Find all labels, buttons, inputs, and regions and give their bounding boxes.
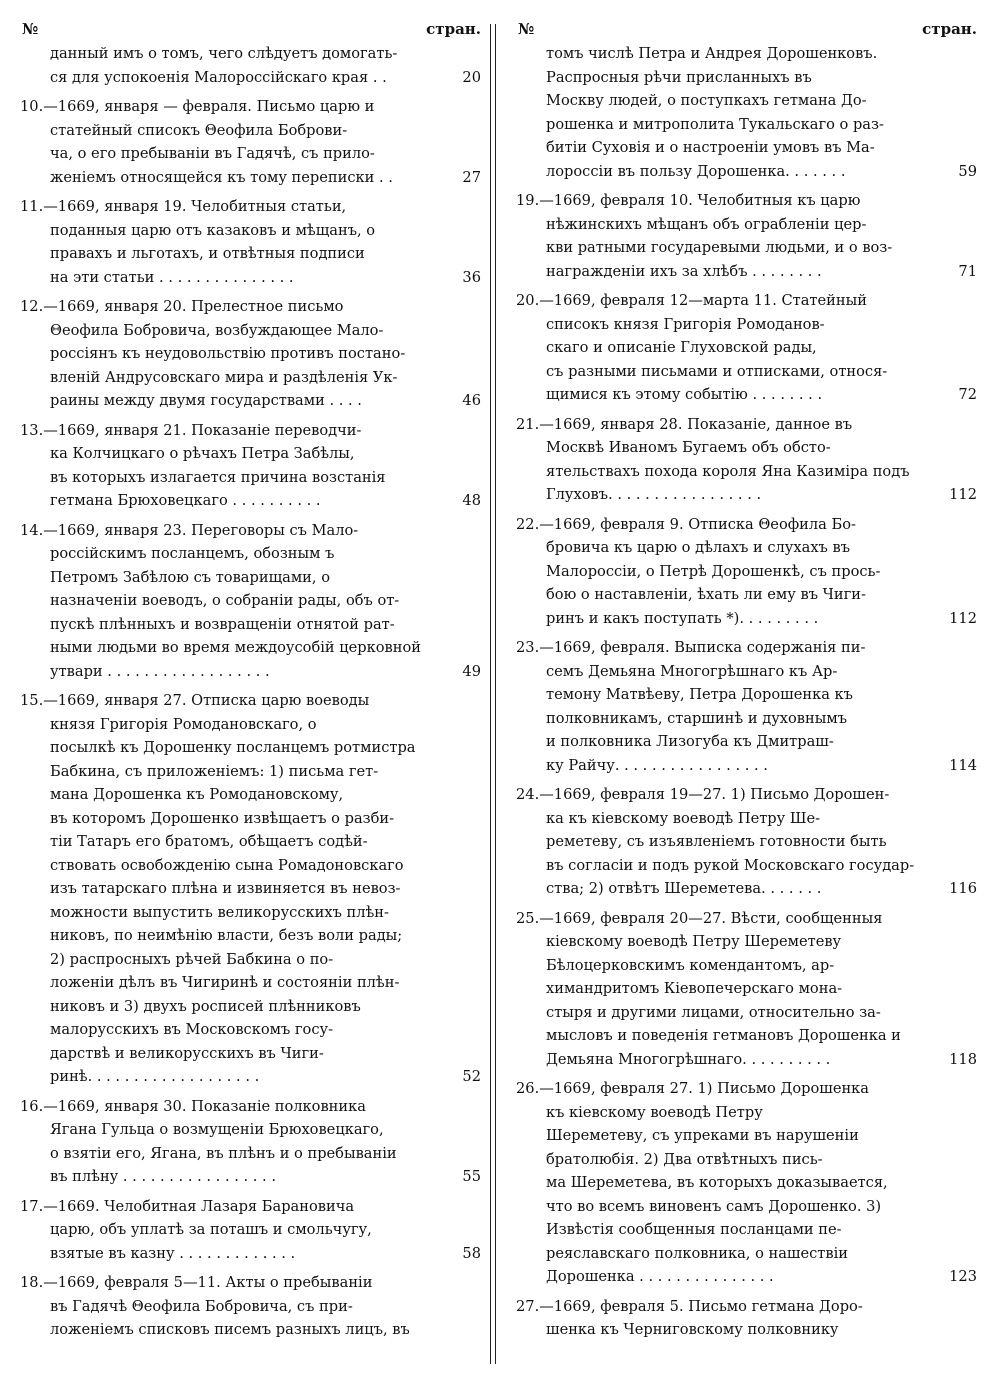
entry-line (516, 136, 971, 160)
entry-line (20, 1095, 475, 1119)
toc-entry (516, 413, 977, 507)
entry-text: Демьяна Многогрѣшнаго. . . . . . . . . . (546, 1050, 831, 1068)
entry-text: реметеву, съ изъявленіемъ готовности быть (546, 833, 887, 850)
entry-line (516, 313, 971, 337)
column-header (516, 20, 977, 42)
entry-line (20, 1142, 475, 1166)
entry-text: князя Григорія Ромодановскаго, о (50, 715, 317, 733)
entry-line (20, 42, 475, 66)
entry-text: данный имъ о томъ, чего слѣдуетъ домогать- (50, 45, 398, 62)
entry-line (516, 89, 971, 113)
entry-text: гетмана Брюховецкаго . . . . . . . . . . (50, 492, 321, 509)
entry-line (516, 754, 971, 778)
toc-entry (516, 636, 977, 777)
page-number: 27 (462, 168, 481, 186)
entry-line (516, 730, 971, 754)
toc-entry (20, 95, 481, 189)
column-header (20, 20, 481, 42)
entry-line (516, 383, 971, 407)
entry-text: изъ татарскаго плѣна и извиняется въ невоз- (50, 880, 401, 897)
entry-line (20, 713, 475, 737)
page-number: 116 (949, 880, 977, 897)
number-label: № (518, 20, 535, 38)
entry-text: статейный списокъ Θеофила Боброви- (50, 121, 348, 139)
entry-line (20, 1118, 475, 1142)
entry-line (20, 636, 475, 660)
toc-entry (516, 907, 977, 1072)
page-number: 49 (462, 662, 481, 680)
entry-text: раины между двумя государствами . . . . (50, 392, 362, 409)
entry-text: Малороссіи, о Петрѣ Дорошенкѣ, съ прось- (546, 562, 881, 580)
entry-line (516, 560, 971, 584)
entry-line (516, 1024, 971, 1048)
entry-text: Бабкина, съ приложеніемъ: 1) письма гет- (50, 762, 379, 780)
entry-line (516, 683, 971, 707)
entry-text: шенка къ Черниговскому полковнику (546, 1321, 839, 1338)
entry-text: мысловъ и поведенія гетмановъ Дорошенка и (546, 1027, 901, 1044)
entry-line (516, 1101, 971, 1125)
entry-text: бровича къ царю о дѣлахъ и слухахъ въ (546, 539, 850, 556)
entry-line (516, 436, 971, 460)
toc-entry (20, 1195, 481, 1266)
toc-list (516, 42, 977, 1342)
entry-text: Шереметеву, съ упреками въ нарушеніи (546, 1127, 859, 1144)
entry-text: 19.—1669, февраля 10. Челобитныя къ царю (516, 192, 861, 209)
entry-text: стыря и другими лицами, относительно за- (546, 1003, 881, 1021)
entry-text: Дорошенка . . . . . . . . . . . . . . . (546, 1268, 774, 1285)
entry-text: пускѣ плѣнныхъ и возвращеніи отнятой рат- (50, 615, 395, 633)
entry-line (516, 289, 971, 313)
entry-text: ными людьми во время междоусобій церковной (50, 639, 421, 656)
entry-line (20, 566, 475, 590)
page-number: 36 (462, 268, 481, 286)
page-number: 59 (958, 162, 977, 180)
entry-text: ка къ кіевскому воеводѣ Петру Ше- (546, 809, 821, 827)
entry-line (516, 413, 971, 437)
entry-line (20, 1242, 475, 1266)
entry-line (516, 113, 971, 137)
entry-line (516, 877, 971, 901)
entry-text: и полковника Лизогуба къ Дмитраш- (546, 733, 834, 750)
entry-line (20, 1042, 475, 1066)
entry-line (20, 877, 475, 901)
entry-text: 16.—1669, января 30. Показаніе полковника (20, 1097, 366, 1115)
entry-line (516, 189, 971, 213)
entry-line (20, 219, 475, 243)
page-number: 114 (949, 756, 977, 774)
entry-text: ства; 2) отвѣтъ Шереметева. . . . . . . (546, 880, 822, 897)
entry-line (516, 1124, 971, 1148)
toc-entry (516, 189, 977, 283)
entry-text: 21.—1669, января 28. Показаніе, данное въ (516, 415, 853, 433)
page-number: 20 (462, 68, 481, 86)
entry-line (516, 1318, 971, 1342)
entry-line (516, 636, 971, 660)
entry-line (516, 1295, 971, 1319)
entry-line (516, 513, 971, 537)
entry-line (516, 336, 971, 360)
entry-text: вленій Андрусовскаго мира и раздѣленія Ук- (50, 368, 398, 386)
entry-line (516, 460, 971, 484)
toc-entry (20, 519, 481, 684)
entry-text: 2) распросныхъ рѣчей Бабкина о по- (50, 950, 334, 968)
entry-line (20, 660, 475, 684)
entry-line (20, 95, 475, 119)
entry-text: рошенка и митрополита Тукальскаго о раз- (546, 115, 884, 133)
entry-line (516, 707, 971, 731)
entry-line (516, 1242, 971, 1266)
entry-text: на эти статьи . . . . . . . . . . . . . . . (50, 268, 294, 286)
page-number: 72 (958, 386, 977, 403)
entry-line (20, 1065, 475, 1089)
page-number: 58 (462, 1244, 481, 1262)
entry-text: Θеофила Бобровича, возбуждающее Мало- (50, 321, 384, 339)
entry-line (20, 613, 475, 637)
entry-text: о взятіи его, Ягана, въ плѣнъ и о пребываніи (50, 1144, 397, 1162)
entry-text: 25.—1669, февраля 20—27. Вѣсти, сообщенныя (516, 909, 883, 927)
entry-line (516, 807, 971, 831)
number-label: № (22, 20, 39, 38)
entry-text: Глуховъ. . . . . . . . . . . . . . . . . (546, 486, 762, 503)
entry-line (20, 119, 475, 143)
entry-line (20, 948, 475, 972)
entry-text: никовъ, по неимѣнію власти, безъ воли рады; (50, 927, 403, 944)
entry-line (20, 1165, 475, 1189)
entry-text: 15.—1669, января 27. Отписка царю воеводы (20, 692, 370, 709)
entry-text: 17.—1669. Челобитная Лазаря Барановича (20, 1197, 355, 1215)
entry-text: братолюбія. 2) Два отвѣтныхъ пись- (546, 1150, 823, 1168)
entry-text: ся для успокоенія Малороссійскаго края . . (50, 68, 387, 86)
entry-text: малорусскихъ въ Московскомъ госу- (50, 1021, 334, 1038)
entry-line (20, 995, 475, 1019)
entry-text: правахъ и льготахъ, и отвѣтныя подписи (50, 245, 365, 262)
entry-line (516, 260, 971, 284)
page-label: стран. (922, 20, 977, 38)
entry-line (516, 236, 971, 260)
entry-line (20, 519, 475, 543)
entry-line (20, 736, 475, 760)
entry-line (20, 542, 475, 566)
entry-text: Москвѣ Иваномъ Бугаемъ объ обсто- (546, 439, 831, 456)
entry-line (516, 907, 971, 931)
page-number: 112 (949, 609, 977, 627)
entry-text: награжденіи ихъ за хлѣбъ . . . . . . . . (546, 262, 822, 280)
entry-line (516, 213, 971, 237)
entry-text: Петромъ Забѣлою съ товарищами, о (50, 568, 330, 586)
entry-line (20, 295, 475, 319)
entry-line (516, 977, 971, 1001)
entry-line (20, 489, 475, 513)
entry-line (20, 924, 475, 948)
entry-text: ринъ и какъ поступать *). . . . . . . . . (546, 609, 819, 627)
entry-text: реяславскаго полковника, о нашествіи (546, 1244, 848, 1262)
entry-text: взятые въ казну . . . . . . . . . . . . . (50, 1244, 296, 1262)
entry-line (516, 66, 971, 90)
entry-text: 24.—1669, февраля 19—27. 1) Письмо Дорошен- (516, 786, 890, 803)
column-divider (490, 24, 491, 1364)
entry-line (516, 536, 971, 560)
entry-line (516, 783, 971, 807)
entry-text: Ягана Гульца о возмущеніи Брюховецкаго, (50, 1121, 384, 1138)
entry-text: тіи Татаръ его братомъ, обѣщаетъ содѣй- (50, 833, 368, 850)
entry-text: никовъ и 3) двухъ росписей плѣнниковъ (50, 997, 361, 1015)
entry-text: 23.—1669, февраля. Выписка содержанія пи- (516, 639, 866, 656)
entry-line (20, 442, 475, 466)
page-number: 48 (462, 492, 481, 509)
entry-text: въ плѣну . . . . . . . . . . . . . . . . . (50, 1168, 276, 1185)
entry-text: Бѣлоцерковскимъ комендантомъ, ар- (546, 956, 835, 974)
entry-text: можности выпустить великорусскихъ плѣн- (50, 903, 389, 921)
entry-line (20, 66, 475, 90)
toc-entry (20, 295, 481, 413)
entry-text: ствовать освобожденію сына Ромадоновскаго (50, 856, 404, 874)
toc-list (20, 42, 481, 1342)
entry-text: женіемъ относящейся къ тому переписки . . (50, 168, 393, 186)
entry-text: царю, объ уплатѣ за поташъ и смольчугу, (50, 1221, 372, 1238)
entry-text: кіевскому воеводѣ Петру Шереметеву (546, 933, 842, 950)
entry-text: 18.—1669, февраля 5—11. Акты о пребываніи (20, 1274, 373, 1291)
entry-line (516, 360, 971, 384)
entry-line (516, 1265, 971, 1289)
entry-line (20, 366, 475, 390)
entry-line (20, 1295, 475, 1319)
page-number: 46 (462, 392, 481, 409)
entry-line (516, 660, 971, 684)
entry-text: 27.—1669, февраля 5. Письмо гетмана Доро- (516, 1297, 863, 1315)
entry-text: въ согласіи и подъ рукой Московскаго государ- (546, 856, 915, 874)
entry-line (20, 760, 475, 784)
entry-text: въ которыхъ излагается причина возстанія (50, 468, 386, 486)
entry-text: полковникамъ, старшинѣ и духовнымъ (546, 709, 847, 727)
entry-line (516, 607, 971, 631)
toc-entry (20, 1271, 475, 1342)
entry-text: 11.—1669, января 19. Челобитныя статьи, (20, 198, 347, 215)
toc-entry (20, 1095, 481, 1189)
entry-text: что во всемъ виновенъ самъ Дорошенко. 3) (546, 1197, 882, 1215)
entry-line (20, 166, 475, 190)
entry-line (516, 583, 971, 607)
entry-text: ринѣ. . . . . . . . . . . . . . . . . . . (50, 1068, 260, 1085)
entry-text: ятельствахъ похода короля Яна Казиміра подъ (546, 462, 910, 480)
entry-text: щимися къ этому событію . . . . . . . . (546, 386, 823, 403)
toc-entry (20, 195, 481, 289)
entry-line (20, 854, 475, 878)
entry-line (20, 830, 475, 854)
entry-text: мана Дорошенка къ Ромодановскому, (50, 786, 344, 803)
page-number: 123 (949, 1268, 977, 1285)
page-number: 112 (949, 486, 977, 503)
entry-line (516, 483, 971, 507)
entry-text: 13.—1669, января 21. Показаніе переводчи- (20, 421, 362, 439)
toc-entry (516, 1077, 977, 1289)
page-label: стран. (426, 20, 481, 38)
entry-line (20, 419, 475, 443)
entry-line (516, 1077, 971, 1101)
entry-line (516, 854, 971, 878)
entry-line (20, 1318, 475, 1342)
entry-line (516, 1148, 971, 1172)
entry-line (20, 1195, 475, 1219)
entry-line (516, 1001, 971, 1025)
entry-text: ку Райчу. . . . . . . . . . . . . . . . . (546, 756, 768, 774)
entry-line (20, 142, 475, 166)
entry-line (516, 1195, 971, 1219)
entry-text: назначеніи воеводъ, о собраніи рады, объ от- (50, 592, 400, 609)
entry-line (516, 930, 971, 954)
entry-text: 14.—1669, января 23. Переговоры съ Мало- (20, 521, 359, 539)
entry-text: 20.—1669, февраля 12—марта 11. Статейный (516, 292, 867, 309)
entry-text: ка Колчицкаго о рѣчахъ Петра Забѣлы, (50, 445, 355, 462)
entry-line (20, 971, 475, 995)
entry-text: 22.—1669, февраля 9. Отписка Θеофила Бо- (516, 515, 856, 533)
entry-text: 10.—1669, января — февраля. Письмо царю и (20, 98, 375, 115)
entry-text: Распросныя рѣчи присланныхъ въ (546, 68, 812, 86)
entry-text: поданныя царю отъ казаковъ и мѣщанъ, о (50, 221, 376, 239)
entry-line (516, 160, 971, 184)
entry-line (20, 589, 475, 613)
entry-text: 12.—1669, января 20. Прелестное письмо (20, 298, 344, 315)
entry-line (516, 1048, 971, 1072)
entry-text: битіи Суховія и о настроеніи умовъ въ Ма- (546, 139, 875, 156)
entry-line (516, 954, 971, 978)
toc-entry (516, 513, 977, 631)
entry-text: списокъ князя Григорія Ромоданов- (546, 315, 825, 333)
entry-text: химандритомъ Кіевопечерскаго мона- (546, 980, 843, 997)
toc-entry (516, 1295, 971, 1342)
entry-text: кви ратными государевыми людьми, и о воз- (546, 239, 893, 256)
entry-text: россіянъ къ неудовольствію противъ постано- (50, 345, 406, 362)
entry-line (516, 42, 971, 66)
entry-line (20, 783, 475, 807)
entry-line (20, 319, 475, 343)
entry-text: посылкѣ къ Дорошенку посланцемъ ротмистра (50, 739, 416, 756)
toc-entry (20, 689, 481, 1089)
toc-entry (516, 42, 977, 183)
entry-line (516, 1218, 971, 1242)
entry-text: Москву людей, о поступкахъ гетмана До- (546, 92, 867, 109)
entry-line (20, 266, 475, 290)
entry-text: нѣжинскихъ мѣщанъ объ ограбленіи цер- (546, 215, 867, 233)
toc-entry (516, 783, 977, 901)
entry-text: утвари . . . . . . . . . . . . . . . . . . (50, 662, 270, 680)
entry-text: семъ Демьяна Многогрѣшнаго къ Ар- (546, 662, 838, 680)
entry-text: ча, о его пребываніи въ Гадячѣ, съ прило- (50, 145, 375, 162)
entry-text: скаго и описаніе Глуховской рады, (546, 339, 817, 356)
entry-text: томъ числѣ Петра и Андрея Дорошенковъ. (546, 45, 878, 62)
entry-text: въ которомъ Дорошенко извѣщаетъ о разби- (50, 809, 395, 827)
page-number: 52 (462, 1068, 481, 1085)
entry-text: россійскимъ посланцемъ, обозным ъ (50, 545, 335, 562)
page-number: 55 (462, 1168, 481, 1185)
column-divider (495, 24, 496, 1364)
entry-text: ма Шереметева, въ которыхъ доказывается, (546, 1174, 888, 1191)
entry-text: ложеніи дѣлъ въ Чигиринѣ и состояніи плѣн- (50, 974, 400, 991)
entry-text: дарствѣ и великорусскихъ въ Чиги- (50, 1044, 324, 1062)
entry-line (20, 689, 475, 713)
entry-line (20, 466, 475, 490)
right-column (516, 20, 977, 1348)
entry-text: въ Гадячѣ Θеофила Бобровича, съ при- (50, 1297, 353, 1315)
page-number: 118 (949, 1050, 977, 1068)
entry-text: Извѣстія сообщенныя посланцами пе- (546, 1221, 842, 1238)
entry-text: бою о наставленіи, ѣхать ли ему въ Чиги- (546, 586, 866, 603)
entry-line (20, 342, 475, 366)
page-number: 71 (958, 262, 977, 280)
entry-line (20, 1271, 475, 1295)
entry-line (516, 830, 971, 854)
entry-line (20, 1018, 475, 1042)
entry-line (20, 242, 475, 266)
entry-line (20, 389, 475, 413)
entry-text: съ разными письмами и отписками, относя- (546, 362, 888, 380)
toc-entry (516, 289, 977, 407)
entry-text: 26.—1669, февраля 27. 1) Письмо Дорошенка (516, 1080, 870, 1097)
entry-line (20, 807, 475, 831)
left-column (20, 20, 481, 1348)
entry-line (20, 195, 475, 219)
entry-line (516, 1171, 971, 1195)
entry-text: ложеніемъ списковъ писемъ разныхъ лицъ, въ (50, 1321, 410, 1338)
entry-text: лороссіи въ пользу Дорошенка. . . . . . . (546, 162, 846, 180)
toc-entry (20, 419, 481, 513)
entry-line (20, 1218, 475, 1242)
entry-line (20, 901, 475, 925)
entry-text: къ кіевскому воеводѣ Петру (546, 1103, 763, 1121)
entry-text: темону Матвѣеву, Петра Дорошенка къ (546, 686, 853, 703)
toc-entry (20, 42, 481, 89)
